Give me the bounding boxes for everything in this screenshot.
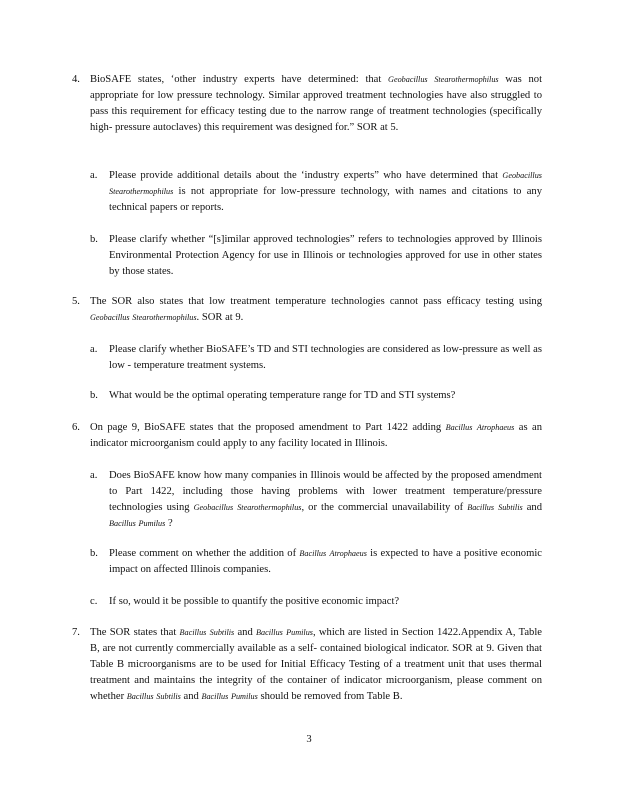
question-number: 4. (72, 74, 80, 85)
question-5 (72, 294, 542, 326)
subquestion-label: a. (90, 344, 98, 355)
question-text: BioSAFE states, ‘other industry experts have determined: that Geobacillus Stearothermophilus was not appropriate for low pressure technology. Similar approved treatment technologies have also struggled to pass this requirement for efficacy testing due to the narrow range of treatment technologies (specifically high- pressure autoclaves) this requirement was designed for.” SOR at 5. (90, 74, 543, 133)
question-6b (90, 546, 542, 578)
subquestion-label: a. (90, 470, 98, 481)
question-7 (72, 625, 542, 705)
question-4 (72, 72, 542, 136)
question-5b (90, 388, 542, 404)
subquestion-label: b. (90, 548, 98, 559)
subquestion-text: Please clarify whether “[s]imilar approved technologies” refers to technologies approved by Illinois Environmental Protection Agency for use in Illinois or technologies approved for use in other states by those states. (109, 234, 542, 277)
subquestion-label: c. (90, 596, 98, 607)
subquestion-text: Please comment on whether the addition of Bacillus Atrophaeus is expected to have a positive economic impact on affected Illinois companies. (109, 548, 542, 575)
question-number: 6. (72, 422, 80, 433)
subquestion-label: b. (90, 390, 98, 401)
question-6c (90, 594, 542, 610)
question-6 (72, 420, 542, 452)
question-text: On page 9, BioSAFE states that the proposed amendment to Part 1422 adding Bacillus Atrophaeus as an indicator microorganism could apply to any facility located in Illinois. (90, 422, 543, 449)
question-number: 7. (72, 627, 80, 638)
page-number: 3 (306, 734, 312, 745)
subquestion-text: Does BioSAFE know how many companies in Illinois would be affected by the proposed amendment to Part 1422, including those having problems with lower treatment temperature/pressure technologies using Geobacillus Stearothermophilus, or the commercial unavailability of Bacillus Subtilis and Bacillus Pumilus ? (109, 470, 543, 529)
subquestion-text: What would be the optimal operating temperature range for TD and STI systems? (109, 390, 456, 401)
question-5a (90, 342, 542, 374)
subquestion-text: Please clarify whether BioSAFE’s TD and STI technologies are considered as low-pressure as well as low - temperature treatment systems. (109, 344, 542, 371)
question-text: The SOR also states that low treatment temperature technologies cannot pass efficacy testing using Geobacillus Stearothermophilus. SOR at 9. (90, 296, 542, 323)
subquestion-text: Please provide additional details about the ‘industry experts” who have determined that Geobacillus Stearothermophilus is not appropriate for low-pressure technology, with names and citations to any technical papers or reports. (109, 170, 542, 213)
question-text: The SOR states that Bacillus Subtilis and Bacillus Pumilus, which are listed in Section 1422.Appendix A, Table B, are not currently commercially available as a self- contained biological indicator. SOR at 9. Given that Table B microorganisms are to be used for Initial Efficacy Testing of a treatment unit that uses thermal treatment and maintains the integrity of the container of indicator microorganism, please comment on whether Bacillus Subtilis and Bacillus Pumilus should be removed from Table B. (90, 627, 542, 702)
question-number: 5. (72, 296, 80, 307)
question-4a (90, 168, 542, 216)
subquestion-label: b. (90, 234, 98, 245)
subquestion-text: If so, would it be possible to quantify the positive economic impact? (109, 596, 400, 607)
question-6a (90, 468, 542, 532)
subquestion-label: a. (90, 170, 98, 181)
question-4b (90, 232, 542, 280)
